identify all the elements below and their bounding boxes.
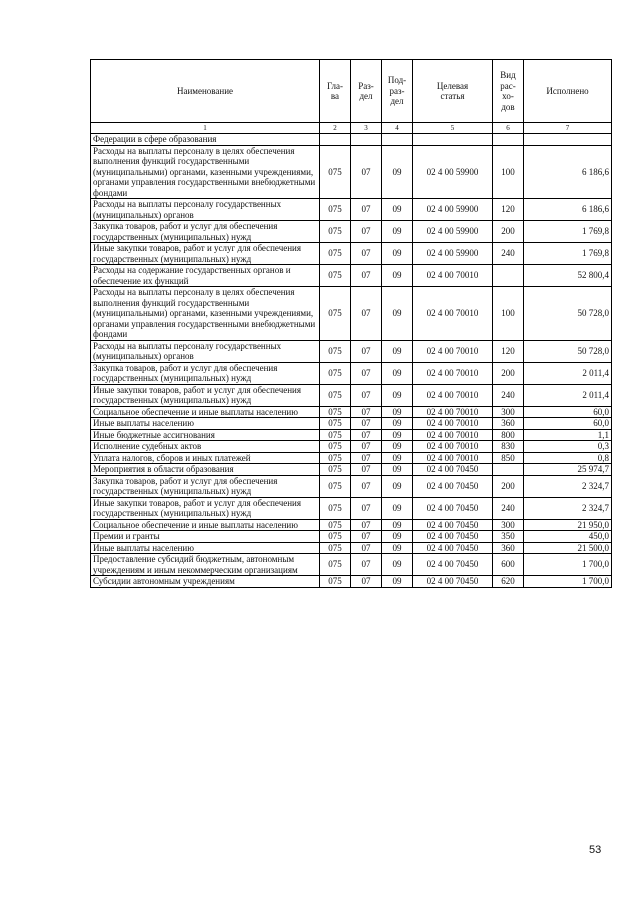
table-cell-subsection: 09 [382,384,413,406]
table-cell-section: 07 [351,340,382,362]
table-cell-subsection: 09 [382,429,413,441]
table-cell-chapter: 075 [320,497,351,519]
table-cell-subsection: 09 [382,542,413,554]
table-cell-expense-type: 240 [493,243,524,265]
table-cell-expense-type: 360 [493,542,524,554]
table-cell-expense-type: 100 [493,287,524,341]
table-cell-section: 07 [351,145,382,199]
table-cell-section: 07 [351,199,382,221]
table-cell-name: Иные выплаты населению [91,418,320,430]
table-cell-name: Иные закупки товаров, работ и услуг для обеспечения государственных (муниципальных) нужд [91,384,320,406]
table-row [91,406,612,418]
col-header-expense-type: Вид рас- хо- дов [493,60,524,123]
table-cell-chapter: 075 [320,464,351,476]
table-cell-target-article: 02 4 00 70010 [413,406,493,418]
table-cell-section: 07 [351,221,382,243]
table-row [91,554,612,576]
table-cell-chapter: 075 [320,265,351,287]
table-cell-name: Федерации в сфере образования [91,134,320,146]
table-cell-target-article: 02 4 00 59900 [413,243,493,265]
table-cell-amount: 1 769,8 [524,243,612,265]
table-cell-amount: 6 186,6 [524,145,612,199]
table-cell-amount: 1 700,0 [524,554,612,576]
table-cell-target-article: 02 4 00 70450 [413,475,493,497]
header-row [91,60,612,123]
table-cell-subsection: 09 [382,497,413,519]
table-cell-amount: 1 700,0 [524,576,612,588]
table-cell-target-article [413,134,493,146]
table-cell-subsection: 09 [382,199,413,221]
table-cell-target-article: 02 4 00 70450 [413,576,493,588]
table-cell-subsection: 09 [382,340,413,362]
col-number: 6 [493,123,524,134]
table-cell-section: 07 [351,287,382,341]
table-cell-name: Субсидии автономным учреждениям [91,576,320,588]
table-cell-expense-type [493,464,524,476]
table-cell-target-article: 02 4 00 70450 [413,519,493,531]
table-row [91,145,612,199]
table-cell-target-article: 02 4 00 59900 [413,145,493,199]
table-cell-subsection: 09 [382,576,413,588]
table-cell-expense-type: 360 [493,418,524,430]
table-cell-target-article: 02 4 00 70450 [413,542,493,554]
table-cell-subsection: 09 [382,554,413,576]
table-cell-target-article: 02 4 00 59900 [413,199,493,221]
table-cell-expense-type: 120 [493,340,524,362]
table-cell-section: 07 [351,531,382,543]
table-cell-section: 07 [351,542,382,554]
table-cell-target-article: 02 4 00 70010 [413,452,493,464]
table-cell-subsection: 09 [382,362,413,384]
table-cell-section: 07 [351,265,382,287]
table-cell-target-article: 02 4 00 70450 [413,554,493,576]
table-cell-name: Социальное обеспечение и иные выплаты населению [91,519,320,531]
table-cell-target-article: 02 4 00 70010 [413,287,493,341]
table-row [91,265,612,287]
table-row [91,497,612,519]
table-cell-subsection: 09 [382,531,413,543]
table-row [91,362,612,384]
table-cell-name: Закупка товаров, работ и услуг для обеспечения государственных (муниципальных) нужд [91,221,320,243]
table-cell-amount: 50 728,0 [524,287,612,341]
table-cell-chapter: 075 [320,384,351,406]
table-cell-section [351,134,382,146]
col-number: 2 [320,123,351,134]
table-cell-name: Уплата налогов, сборов и иных платежей [91,452,320,464]
table-cell-amount: 21 500,0 [524,542,612,554]
col-header-razdel: Раз- дел [351,60,382,123]
table-cell-expense-type: 600 [493,554,524,576]
table-cell-amount: 2 324,7 [524,497,612,519]
table-cell-name: Мероприятия в области образования [91,464,320,476]
table-cell-section: 07 [351,429,382,441]
col-number: 3 [351,123,382,134]
table-row [91,531,612,543]
table-cell-expense-type: 120 [493,199,524,221]
table-cell-amount: 21 950,0 [524,519,612,531]
table-row [91,441,612,453]
table-cell-target-article: 02 4 00 70010 [413,441,493,453]
table-cell-chapter [320,134,351,146]
table-cell-name: Исполнение судебных актов [91,441,320,453]
table-cell-amount: 2 011,4 [524,362,612,384]
table-cell-chapter: 075 [320,340,351,362]
table-cell-subsection: 09 [382,418,413,430]
table-cell-chapter: 075 [320,199,351,221]
col-header-name: Наименование [91,60,320,123]
table-cell-expense-type: 240 [493,497,524,519]
table-row [91,287,612,341]
column-number-row [91,123,612,134]
table-cell-name: Иные закупки товаров, работ и услуг для обеспечения государственных (муниципальных) нужд [91,243,320,265]
table-row [91,243,612,265]
table-cell-chapter: 075 [320,418,351,430]
table-cell-amount: 450,0 [524,531,612,543]
table-cell-target-article: 02 4 00 70450 [413,531,493,543]
table-cell-section: 07 [351,464,382,476]
table-cell-chapter: 075 [320,362,351,384]
table-cell-amount: 60,0 [524,406,612,418]
table-cell-chapter: 075 [320,429,351,441]
table-cell-name: Предоставление субсидий бюджетным, автономным учреждениям и иным некоммерческим организациям [91,554,320,576]
table-cell-section: 07 [351,362,382,384]
table-cell-name: Расходы на выплаты персоналу государственных (муниципальных) органов [91,199,320,221]
table-cell-expense-type: 350 [493,531,524,543]
table-row [91,464,612,476]
table-cell-target-article: 02 4 00 70010 [413,418,493,430]
table-cell-subsection [382,134,413,146]
table-cell-chapter: 075 [320,406,351,418]
table-row [91,134,612,146]
col-number: 1 [91,123,320,134]
table-cell-target-article: 02 4 00 70010 [413,384,493,406]
table-row [91,519,612,531]
table-cell-chapter: 075 [320,441,351,453]
table-cell-expense-type: 200 [493,362,524,384]
table-row [91,384,612,406]
table-cell-name: Расходы на содержание государственных органов и обеспечение их функций [91,265,320,287]
table-cell-amount: 60,0 [524,418,612,430]
table-row [91,429,612,441]
table-cell-target-article: 02 4 00 70450 [413,497,493,519]
table-cell-chapter: 075 [320,475,351,497]
table-cell-amount [524,134,612,146]
table-cell-chapter: 075 [320,554,351,576]
table-cell-chapter: 075 [320,576,351,588]
table-cell-subsection: 09 [382,464,413,476]
page-number: 53 [589,844,602,856]
table-cell-chapter: 075 [320,145,351,199]
table-cell-chapter: 075 [320,221,351,243]
table-cell-expense-type: 620 [493,576,524,588]
budget-table [90,59,612,588]
table-cell-name: Иные выплаты населению [91,542,320,554]
table-cell-chapter: 075 [320,531,351,543]
table-cell-target-article: 02 4 00 70010 [413,265,493,287]
table-body [91,134,612,588]
table-cell-target-article: 02 4 00 70010 [413,429,493,441]
table-cell-name: Социальное обеспечение и иные выплаты населению [91,406,320,418]
table-cell-target-article: 02 4 00 59900 [413,221,493,243]
table-cell-subsection: 09 [382,441,413,453]
table-cell-amount: 2 324,7 [524,475,612,497]
col-header-executed: Исполнено [524,60,612,123]
table-cell-name: Премии и гранты [91,531,320,543]
table-cell-amount: 25 974,7 [524,464,612,476]
col-header-target: Целевая статья [413,60,493,123]
table-cell-chapter: 075 [320,287,351,341]
table-cell-subsection: 09 [382,265,413,287]
table-cell-subsection: 09 [382,452,413,464]
table-cell-amount: 0,3 [524,441,612,453]
table-cell-expense-type [493,265,524,287]
table-cell-expense-type: 850 [493,452,524,464]
table-cell-subsection: 09 [382,406,413,418]
table-cell-section: 07 [351,243,382,265]
table-cell-target-article: 02 4 00 70010 [413,362,493,384]
table-cell-subsection: 09 [382,519,413,531]
table-cell-expense-type: 100 [493,145,524,199]
col-number: 4 [382,123,413,134]
table-cell-section: 07 [351,554,382,576]
col-number: 7 [524,123,612,134]
table-cell-amount: 1,1 [524,429,612,441]
table-cell-chapter: 075 [320,452,351,464]
col-header-podrazdel: Под- раз- дел [382,60,413,123]
table-cell-name: Иные бюджетные ассигнования [91,429,320,441]
table-cell-subsection: 09 [382,145,413,199]
table-cell-subsection: 09 [382,287,413,341]
table-cell-subsection: 09 [382,221,413,243]
table-cell-amount: 1 769,8 [524,221,612,243]
table-cell-expense-type [493,134,524,146]
table-cell-target-article: 02 4 00 70010 [413,340,493,362]
table-cell-expense-type: 200 [493,475,524,497]
table-cell-section: 07 [351,384,382,406]
table-cell-amount: 6 186,6 [524,199,612,221]
table-row [91,340,612,362]
table-cell-chapter: 075 [320,542,351,554]
table-row [91,542,612,554]
table-cell-amount: 0,8 [524,452,612,464]
table-cell-name: Закупка товаров, работ и услуг для обеспечения государственных (муниципальных) нужд [91,362,320,384]
table-cell-name: Закупка товаров, работ и услуг для обеспечения государственных (муниципальных) нужд [91,475,320,497]
table-cell-target-article: 02 4 00 70450 [413,464,493,476]
table-cell-chapter: 075 [320,519,351,531]
table-cell-section: 07 [351,452,382,464]
col-number: 5 [413,123,493,134]
table-cell-section: 07 [351,497,382,519]
table-cell-section: 07 [351,519,382,531]
table-cell-name: Расходы на выплаты персоналу государственных (муниципальных) органов [91,340,320,362]
table-cell-expense-type: 300 [493,519,524,531]
table-cell-section: 07 [351,418,382,430]
table-row [91,576,612,588]
table-cell-amount: 52 800,4 [524,265,612,287]
col-header-glava: Гла- ва [320,60,351,123]
table-cell-subsection: 09 [382,243,413,265]
table-row [91,418,612,430]
table-cell-section: 07 [351,406,382,418]
table-cell-expense-type: 800 [493,429,524,441]
table-row [91,221,612,243]
table-cell-amount: 2 011,4 [524,384,612,406]
table-row [91,452,612,464]
table-cell-expense-type: 300 [493,406,524,418]
table-row [91,475,612,497]
table-cell-name: Расходы на выплаты персоналу в целях обеспечения выполнения функций государственными (муниципальными) органами, казенными учреждениями, органами управления государственными внебюджетными фондами [91,145,320,199]
table-cell-expense-type: 240 [493,384,524,406]
table-cell-expense-type: 200 [493,221,524,243]
table-cell-subsection: 09 [382,475,413,497]
table-cell-chapter: 075 [320,243,351,265]
table-cell-name: Расходы на выплаты персоналу в целях обеспечения выполнения функций государственными (муниципальными) органами, казенными учреждениями, органами управления государственными внебюджетными фондами [91,287,320,341]
table-cell-section: 07 [351,475,382,497]
table-cell-amount: 50 728,0 [524,340,612,362]
table-row [91,199,612,221]
table-cell-name: Иные закупки товаров, работ и услуг для обеспечения государственных (муниципальных) нужд [91,497,320,519]
table-cell-expense-type: 830 [493,441,524,453]
table-cell-section: 07 [351,441,382,453]
table-cell-section: 07 [351,576,382,588]
